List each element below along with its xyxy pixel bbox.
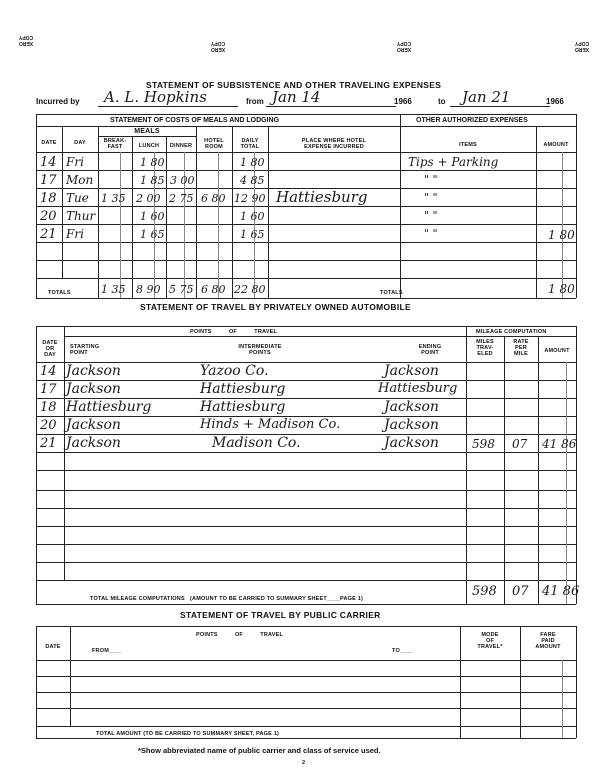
xerox-stamp: XERO COPY xyxy=(210,40,226,52)
carrier-col-fare: FARE PAID AMOUNT xyxy=(535,632,561,650)
auto-row-start: Jackson xyxy=(66,381,121,397)
auto-col-amount: AMOUNT xyxy=(544,348,570,354)
meal-row-dinner: 2 75 xyxy=(169,192,194,205)
auto-row-end: Jackson xyxy=(384,435,439,451)
xerox-stamp: XERO COPY xyxy=(396,40,412,52)
total-dinner: 5 75 xyxy=(169,283,194,296)
meal-row-day: Thur xyxy=(66,209,96,223)
auto-row-start: Jackson xyxy=(66,417,121,433)
carrier-col-mode: MODE OF TRAVEL* xyxy=(477,632,503,650)
from-date: Jan 14 xyxy=(272,88,321,106)
auto-points-label: POINTS OF TRAVEL xyxy=(190,329,278,335)
meal-row-lunch: 1 80 xyxy=(140,156,165,169)
meal-row-date: 18 xyxy=(40,191,57,206)
mileage-total-amount: 41 86 xyxy=(542,584,580,599)
meal-row-daily: 1 65 xyxy=(240,228,265,241)
meal-row-amount: 1 80 xyxy=(548,228,575,242)
other-totals-label: TOTALS xyxy=(380,290,403,296)
col-daily: DAILY TOTAL xyxy=(240,138,260,150)
auto-row-date: 14 xyxy=(40,364,57,379)
meal-row-lunch: 2 00 xyxy=(136,192,161,205)
meal-row-lunch: 1 65 xyxy=(140,228,165,241)
other-expenses-title: OTHER AUTHORIZED EXPENSES xyxy=(416,117,528,124)
col-lunch: LUNCH xyxy=(138,143,160,149)
col-place: PLACE WHERE HOTEL EXPENSE INCURRED xyxy=(301,138,367,150)
meal-row-item: " " xyxy=(424,191,438,204)
carrier-points-label: POINTS OF TRAVEL xyxy=(196,632,284,638)
total-lunch: 8 90 xyxy=(136,283,161,296)
from-year: 1966 xyxy=(394,97,412,106)
meal-row-day: Tue xyxy=(66,191,89,205)
auto-row-inter: Hattiesburg xyxy=(200,399,286,415)
to-year: 1966 xyxy=(546,97,564,106)
meal-row-daily: 1 80 xyxy=(240,156,265,169)
auto-col-inter: INTERMEDIATE POINTS xyxy=(238,344,282,356)
meal-row-item: " " xyxy=(424,227,438,240)
auto-row-date: 17 xyxy=(40,382,57,397)
auto-col-miles: MILES TRAV- ELED xyxy=(476,339,494,357)
auto-section-title: STATEMENT OF TRAVEL BY PRIVATELY OWNED AUTOMOBILE xyxy=(140,302,411,312)
auto-row-inter: Madison Co. xyxy=(212,435,301,451)
mileage-total-miles: 598 xyxy=(472,584,497,599)
meal-row-date: 21 xyxy=(40,227,57,242)
total-hotel: 6 80 xyxy=(201,283,226,296)
col-meals: MEALS xyxy=(134,128,160,135)
other-total-amount: 1 80 xyxy=(548,282,575,296)
traveler-name: A. L. Hopkins xyxy=(104,88,207,106)
col-breakfast: BREAK- FAST xyxy=(103,138,127,150)
auto-row-start: Jackson xyxy=(66,435,121,451)
mileage-total-rate: 07 xyxy=(512,584,529,599)
carrier-total-label: TOTAL AMOUNT (TO BE CARRIED TO SUMMARY SHEET, PAGE 1) xyxy=(96,731,280,737)
col-date: DATE xyxy=(41,140,57,146)
meal-row-date: 14 xyxy=(40,155,57,170)
auto-col-end: ENDING POINT xyxy=(418,344,442,356)
to-date: Jan 21 xyxy=(462,88,511,106)
meal-row-hotel: 6 80 xyxy=(201,192,226,205)
meal-row-item: " " xyxy=(424,209,438,222)
auto-row-inter: Hinds + Madison Co. xyxy=(200,417,341,432)
col-amount: AMOUNT xyxy=(543,142,569,148)
meal-row-day: Mon xyxy=(66,173,94,187)
auto-row-start: Hattiesburg xyxy=(66,399,152,415)
auto-row-start: Jackson xyxy=(66,363,121,379)
auto-row-date: 21 xyxy=(40,436,57,451)
carrier-to-label: TO____ xyxy=(392,648,413,654)
auto-col-date: DATE OR DAY xyxy=(42,340,58,358)
auto-col-start: STARTING POINT xyxy=(70,344,100,356)
meal-row-day: Fri xyxy=(66,155,84,169)
meal-row-daily: 1 60 xyxy=(240,210,265,223)
auto-row-end: Jackson xyxy=(384,363,439,379)
auto-row-inter: Yazoo Co. xyxy=(200,363,269,379)
page-mark: 2 xyxy=(302,760,306,766)
meal-row-item: Tips + Parking xyxy=(408,155,499,169)
auto-col-rate: RATE PER MILE xyxy=(513,339,529,357)
total-breakfast: 1 35 xyxy=(101,283,126,296)
total-daily: 22 80 xyxy=(234,283,266,296)
meal-row-daily: 12 90 xyxy=(234,192,266,205)
meal-row-breakfast: 1 35 xyxy=(101,192,126,205)
xerox-stamp: XERO COPY xyxy=(574,40,590,52)
meal-row-lunch: 1 85 xyxy=(140,174,165,187)
auto-row-amount: 41 86 xyxy=(542,437,577,451)
col-hotel: HOTEL ROOM xyxy=(204,138,224,150)
meal-row-day: Fri xyxy=(66,227,84,241)
meal-row-date: 20 xyxy=(40,209,57,224)
footnote: *Show abbreviated name of public carrier and class of service used. xyxy=(138,746,381,755)
auto-row-end: Jackson xyxy=(384,399,439,415)
auto-row-end: Hattiesburg xyxy=(378,381,458,396)
meals-section-title: STATEMENT OF COSTS OF MEALS AND LODGING xyxy=(110,117,280,124)
to-label: to xyxy=(438,97,446,106)
page-title: STATEMENT OF SUBSISTENCE AND OTHER TRAVELING EXPENSES xyxy=(146,80,442,90)
from-label: from xyxy=(246,97,264,106)
auto-row-date: 18 xyxy=(40,400,57,415)
meal-row-date: 17 xyxy=(40,173,57,188)
auto-row-rate: 07 xyxy=(512,437,528,451)
xerox-stamp: XERO COPY xyxy=(18,34,34,46)
meal-row-place: Hattiesburg xyxy=(276,188,368,206)
carrier-from-label: FROM____ xyxy=(92,648,123,654)
col-items: ITEMS xyxy=(459,142,477,148)
incurred-label: Incurred by xyxy=(36,97,80,106)
meal-row-dinner: 3 00 xyxy=(170,174,195,187)
col-dinner: DINNER xyxy=(169,143,193,149)
col-day: DAY xyxy=(74,140,86,146)
meal-row-lunch: 1 60 xyxy=(140,210,165,223)
meal-row-item: " " xyxy=(424,173,438,186)
meal-row-daily: 4 85 xyxy=(240,174,265,187)
carrier-col-date: DATE xyxy=(45,644,61,650)
mileage-total-label: TOTAL MILEAGE COMPUTATIONS (AMOUNT TO BE CARRIED TO SUMMARY SHEET____PAGE 1) xyxy=(90,596,364,602)
auto-row-end: Jackson xyxy=(384,417,439,433)
auto-row-date: 20 xyxy=(40,418,57,433)
auto-row-inter: Hattiesburg xyxy=(200,381,286,397)
meals-totals-label: TOTALS xyxy=(48,290,71,296)
carrier-section-title: STATEMENT OF TRAVEL BY PUBLIC CARRIER xyxy=(180,610,381,620)
mileage-label: MILEAGE COMPUTATION xyxy=(476,329,547,335)
auto-row-miles: 598 xyxy=(472,437,495,451)
